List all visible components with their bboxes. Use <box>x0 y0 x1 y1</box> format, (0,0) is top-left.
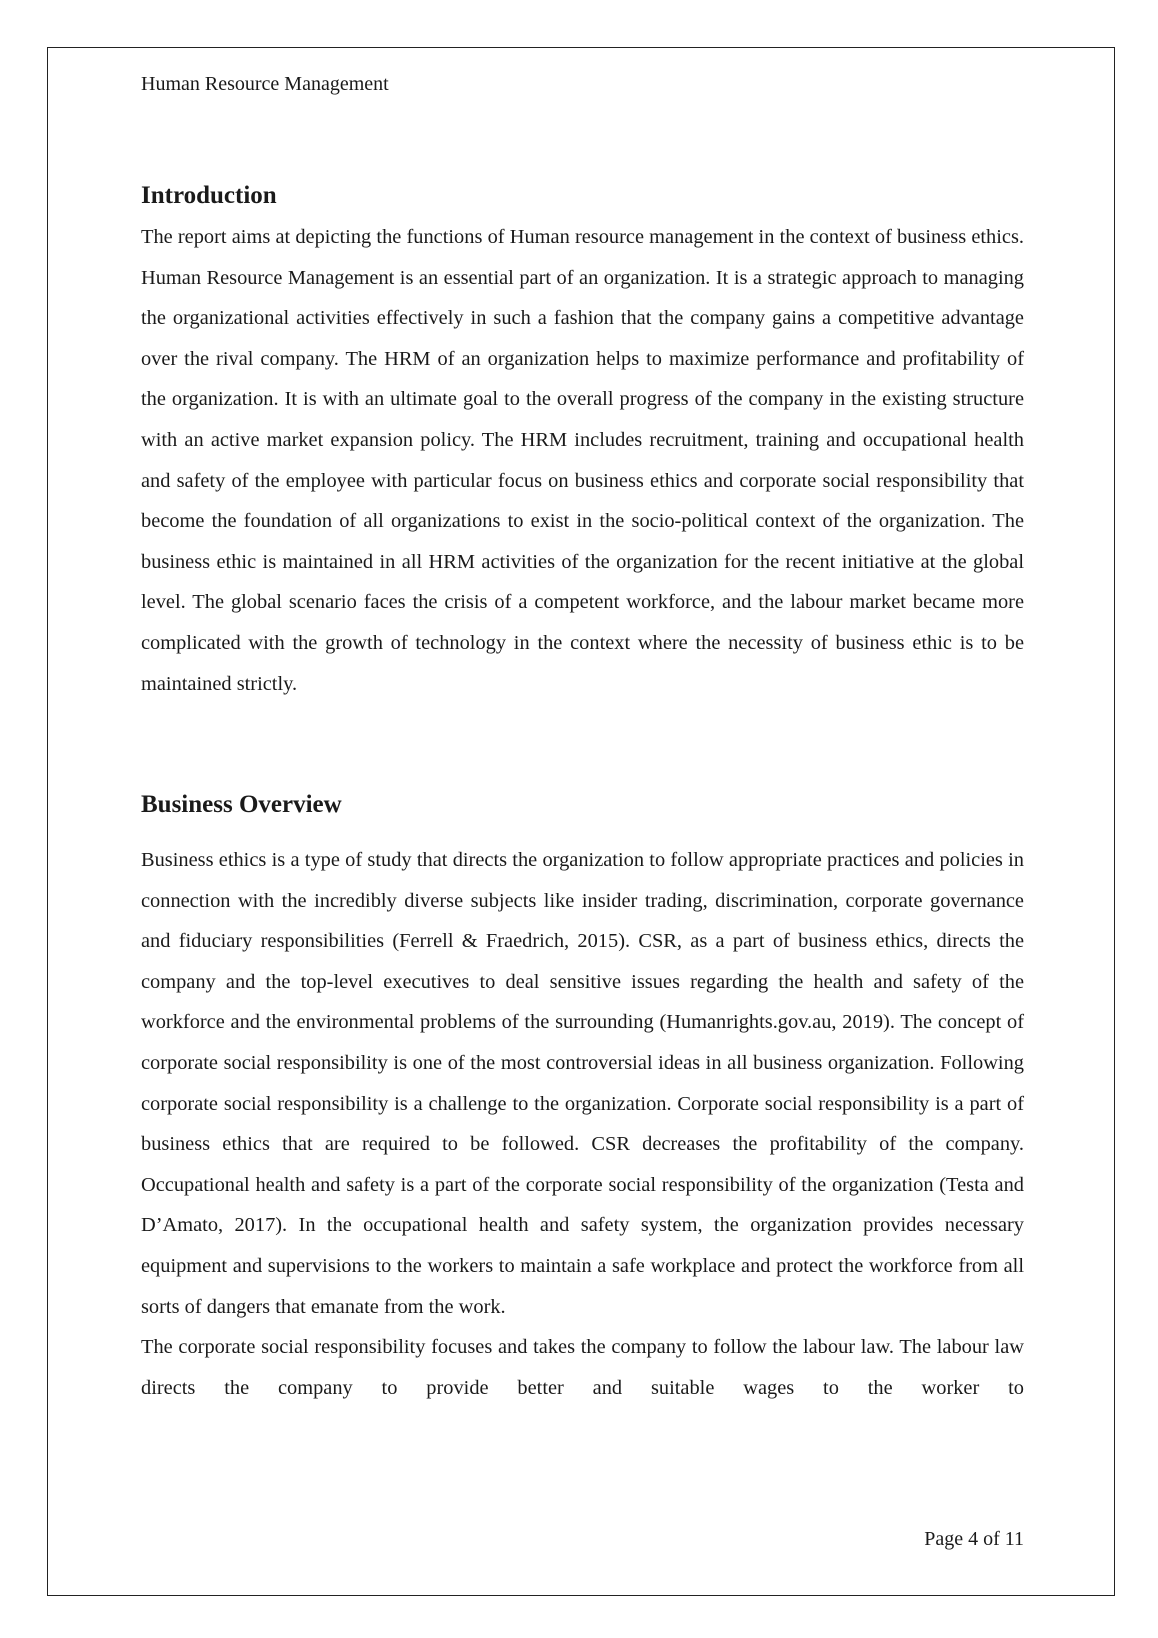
section-heading-business-overview: Business Overview <box>141 791 342 818</box>
section-heading-introduction: Introduction <box>141 182 277 209</box>
business-overview-paragraph-2: The corporate social responsibility focuses and takes the company to follow the labour law. The labour law directs the company to provide better and suitable wages to the worker to <box>141 1336 1024 1399</box>
business-overview-paragraph-1: Business ethics is a type of study that directs the organization to follow appropriate practices and policies in connection with the incredibly diverse subjects like insider trading, discrimination, corporate governance and fiduciary responsibilities (Ferrell & Fraedrich, 2015). CSR, as a part of business ethics, directs the company and the top-level executives to deal sensitive issues regarding the health and safety of the workforce and the environmental problems of the surrounding (Humanrights.gov.au, 2019). The concept of corporate social responsibility is one of the most controversial ideas in all business organization. Following corporate social responsibility is a challenge to the organization. Corporate social responsibility is a part of business ethics that are required to be followed. CSR decreases the profitability of the company. Occupational health and safety is a part of the corporate social responsibility of the organization (Testa and D’Amato, 2017). In the occupational health and safety system, the organization provides necessary equipment and supervisions to the workers to maintain a safe workplace and protect the workforce from all sorts of dangers that emanate from the work. <box>141 849 1024 1318</box>
introduction-paragraph: The report aims at depicting the functions of Human resource management in the context of business ethics. Human Resource Management is an essential part of an organization. It is a strategic approach to managing the organizational activities effectively in such a fashion that the company gains a competitive advantage over the rival company. The HRM of an organization helps to maximize performance and profitability of the organization. It is with an ultimate goal to the overall progress of the company in the existing structure with an active market expansion policy. The HRM includes recruitment, training and occupational health and safety of the employee with particular focus on business ethics and corporate social responsibility that become the foundation of all organizations to exist in the socio-political context of the organization. The business ethic is maintained in all HRM activities of the organization for the recent initiative at the global level. The global scenario faces the crisis of a competent workforce, and the labour market became more complicated with the growth of technology in the context where the necessity of business ethic is to be maintained strictly. <box>141 226 1024 695</box>
running-header: Human Resource Management <box>141 73 389 95</box>
section-introduction <box>141 178 1024 704</box>
page-number: Page 4 of 11 <box>924 1528 1024 1550</box>
section-business-overview <box>141 787 1024 1408</box>
